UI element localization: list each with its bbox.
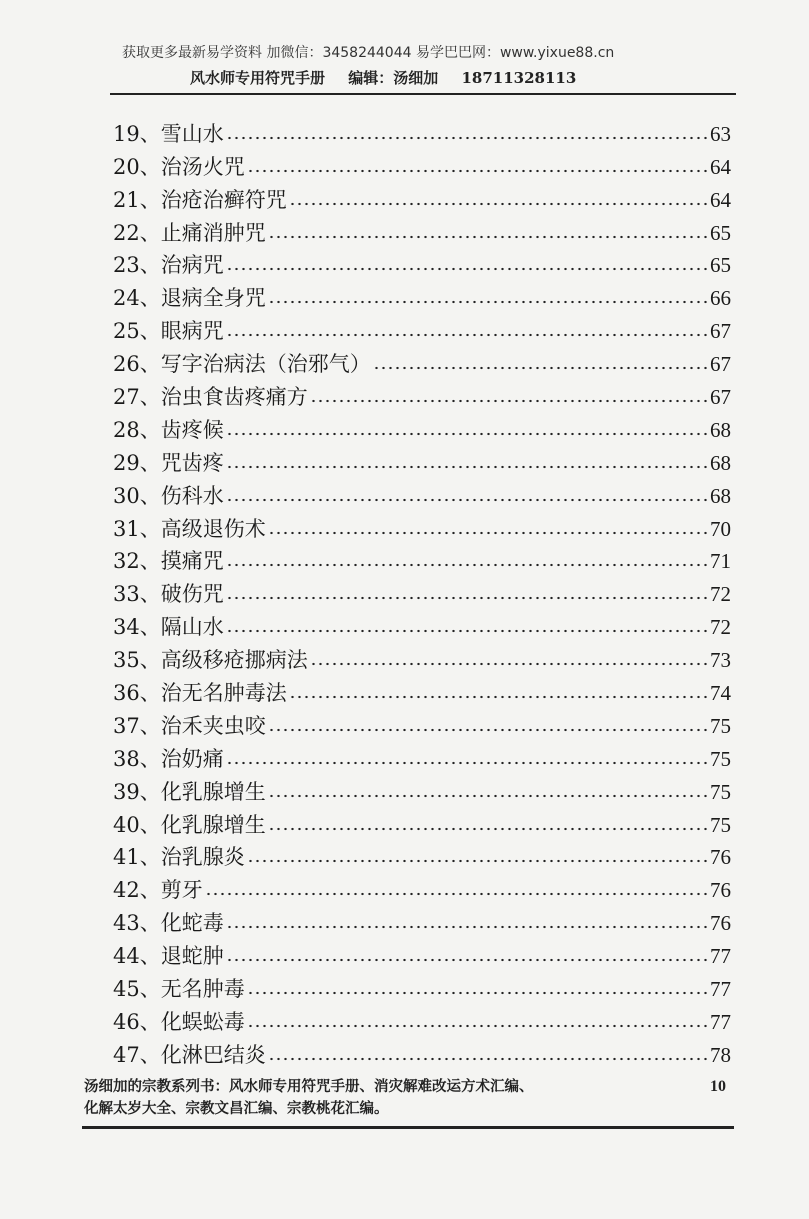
footer-rule <box>82 1126 734 1129</box>
toc-entry[interactable] <box>113 248 731 281</box>
entry-title: 化蛇毒 <box>160 911 224 936</box>
entry-number: 36、 <box>113 681 161 706</box>
dot-leader <box>247 1024 708 1028</box>
entry-number: 22、 <box>113 220 161 245</box>
entry-title: 破伤咒 <box>160 582 224 607</box>
dot-leader <box>226 498 708 502</box>
entry-page: 75 <box>710 812 731 837</box>
entry-page: 68 <box>710 450 731 475</box>
watermark-text: 获取更多最新易学资料 加微信：3458244044 易学巴巴网：www.yixue88.cn <box>122 45 615 61</box>
entry-title: 高级移疮挪病法 <box>160 648 308 673</box>
entry-title: 化蜈蚣毒 <box>160 1009 245 1034</box>
entry-number: 42、 <box>113 878 161 903</box>
toc-entry[interactable] <box>113 544 731 577</box>
toc-entry[interactable] <box>113 511 731 544</box>
entry-title: 咒齿疼 <box>160 450 224 475</box>
dot-leader <box>247 991 708 995</box>
entry-page: 65 <box>710 253 731 278</box>
dot-leader <box>226 925 708 929</box>
phone: 18711328113 <box>461 69 577 87</box>
entry-title: 写字治病法（治邪气） <box>160 352 371 377</box>
page-number: 10 <box>710 1078 726 1095</box>
toc-entry[interactable] <box>113 116 731 149</box>
entry-page: 67 <box>710 319 731 344</box>
entry-number: 37、 <box>113 713 161 738</box>
entry-page: 75 <box>710 746 731 771</box>
dot-leader <box>268 531 708 535</box>
toc-entry[interactable] <box>113 905 731 938</box>
entry-page: 70 <box>710 516 731 541</box>
dot-leader <box>226 761 708 765</box>
entry-page: 76 <box>710 845 731 870</box>
entry-title: 治禾夹虫咬 <box>160 713 266 738</box>
entry-number: 28、 <box>113 417 161 442</box>
dot-leader <box>226 267 708 271</box>
entry-page: 71 <box>710 549 731 574</box>
entry-page: 68 <box>710 417 731 442</box>
entry-number: 29、 <box>113 450 161 475</box>
entry-page: 72 <box>710 582 731 607</box>
entry-page: 66 <box>710 286 731 311</box>
toc-entry[interactable] <box>113 609 731 642</box>
entry-number: 23、 <box>113 253 161 278</box>
toc-entry[interactable] <box>113 1037 731 1070</box>
entry-title: 齿疼候 <box>160 417 224 442</box>
entry-title: 治汤火咒 <box>160 154 245 179</box>
entry-page: 76 <box>710 878 731 903</box>
toc-entry[interactable] <box>113 313 731 346</box>
dot-leader <box>226 136 708 140</box>
toc-entry[interactable] <box>113 576 731 609</box>
entry-page: 67 <box>710 385 731 410</box>
footer-line-2: 化解太岁大全、宗教文昌汇编、宗教桃花汇编。 <box>84 1100 389 1117</box>
entry-page: 68 <box>710 483 731 508</box>
entry-title: 摸痛咒 <box>160 549 224 574</box>
entry-title: 退蛇肿 <box>160 944 224 969</box>
entry-title: 化乳腺增生 <box>160 779 266 804</box>
entry-number: 34、 <box>113 615 161 640</box>
toc-entry[interactable] <box>113 708 731 741</box>
dot-leader <box>268 235 708 239</box>
entry-title: 高级退伤术 <box>160 516 266 541</box>
dot-leader <box>268 1057 708 1061</box>
entry-page: 75 <box>710 713 731 738</box>
entry-number: 46、 <box>113 1009 161 1034</box>
entry-page: 65 <box>710 220 731 245</box>
toc-entry[interactable] <box>113 938 731 971</box>
entry-number: 45、 <box>113 977 161 1002</box>
dot-leader <box>289 202 708 206</box>
toc-entry[interactable] <box>113 346 731 379</box>
entry-number: 35、 <box>113 648 161 673</box>
toc-entry[interactable] <box>113 774 731 807</box>
entry-title: 雪山水 <box>160 121 224 146</box>
entry-title: 治疮治癣符咒 <box>160 187 287 212</box>
toc-entry[interactable] <box>113 182 731 215</box>
entry-number: 40、 <box>113 812 161 837</box>
entry-title: 化乳腺增生 <box>160 812 266 837</box>
entry-number: 41、 <box>113 845 161 870</box>
entry-page: 64 <box>710 187 731 212</box>
entry-number: 31、 <box>113 516 161 541</box>
entry-number: 47、 <box>113 1042 161 1067</box>
dot-leader <box>310 399 708 403</box>
running-header <box>190 68 594 88</box>
entry-page: 64 <box>710 154 731 179</box>
entry-page: 76 <box>710 911 731 936</box>
entry-page: 75 <box>710 779 731 804</box>
dot-leader <box>226 432 708 436</box>
toc-entry[interactable] <box>113 379 731 412</box>
footer-line-1: 汤细加的宗教系列书：风水师专用符咒手册、消灾解难改运方术汇编、 <box>84 1078 534 1095</box>
dot-leader <box>226 596 708 600</box>
toc-entry[interactable] <box>113 807 731 840</box>
dot-leader <box>289 695 708 699</box>
dot-leader <box>226 958 708 962</box>
entry-title: 隔山水 <box>160 615 224 640</box>
entry-title: 无名肿毒 <box>160 977 245 1002</box>
dot-leader <box>226 629 708 633</box>
entry-title: 止痛消肿咒 <box>160 220 266 245</box>
toc-entry[interactable] <box>113 971 731 1004</box>
entry-title: 治虫食齿疼痛方 <box>160 385 308 410</box>
entry-number: 21、 <box>113 187 161 212</box>
page-footer <box>84 1076 734 1120</box>
dot-leader <box>373 366 708 370</box>
entry-title: 退病全身咒 <box>160 286 266 311</box>
entry-title: 治无名肿毒法 <box>160 681 287 706</box>
header-rule <box>110 93 736 95</box>
toc-entry[interactable] <box>113 872 731 905</box>
entry-page: 77 <box>710 1009 731 1034</box>
entry-page: 77 <box>710 977 731 1002</box>
entry-number: 38、 <box>113 746 161 771</box>
entry-number: 32、 <box>113 549 161 574</box>
entry-number: 44、 <box>113 944 161 969</box>
toc-entry[interactable] <box>113 741 731 774</box>
entry-page: 67 <box>710 352 731 377</box>
entry-page: 78 <box>710 1042 731 1067</box>
toc-entry[interactable] <box>113 840 731 873</box>
entry-number: 19、 <box>113 121 161 146</box>
dot-leader <box>268 728 708 732</box>
toc-entry[interactable] <box>113 280 731 313</box>
entry-page: 77 <box>710 944 731 969</box>
entry-number: 33、 <box>113 582 161 607</box>
dot-leader <box>268 827 708 831</box>
entry-number: 26、 <box>113 352 161 377</box>
toc-entry[interactable] <box>113 215 731 248</box>
toc-entry[interactable] <box>113 412 731 445</box>
editor: 编辑：汤细加 <box>348 69 439 87</box>
entry-number: 20、 <box>113 154 161 179</box>
dot-leader <box>247 859 708 863</box>
entry-page: 72 <box>710 615 731 640</box>
entry-page: 63 <box>710 121 731 146</box>
dot-leader <box>268 300 708 304</box>
toc-entry[interactable] <box>113 478 731 511</box>
entry-page: 73 <box>710 648 731 673</box>
book-title: 风水师专用符咒手册 <box>190 69 326 87</box>
dot-leader <box>205 892 708 896</box>
dot-leader <box>226 563 708 567</box>
entry-number: 43、 <box>113 911 161 936</box>
toc-entry[interactable] <box>113 675 731 708</box>
entry-number: 30、 <box>113 483 161 508</box>
entry-number: 25、 <box>113 319 161 344</box>
dot-leader <box>247 169 708 173</box>
entry-page: 74 <box>710 681 731 706</box>
entry-number: 39、 <box>113 779 161 804</box>
entry-title: 伤科水 <box>160 483 224 508</box>
dot-leader <box>310 662 708 666</box>
entry-title: 治奶痛 <box>160 746 224 771</box>
toc-entry[interactable] <box>113 1004 731 1037</box>
toc-entry[interactable] <box>113 149 731 182</box>
dot-leader <box>268 794 708 798</box>
entry-number: 27、 <box>113 385 161 410</box>
toc-entry[interactable] <box>113 445 731 478</box>
entry-title: 眼病咒 <box>160 319 224 344</box>
dot-leader <box>226 465 708 469</box>
entry-title: 化淋巴结炎 <box>160 1042 266 1067</box>
table-of-contents <box>113 116 731 1070</box>
toc-entry[interactable] <box>113 642 731 675</box>
entry-title: 治病咒 <box>160 253 224 278</box>
entry-title: 剪牙 <box>160 878 203 903</box>
entry-number: 24、 <box>113 286 161 311</box>
dot-leader <box>226 333 708 337</box>
entry-title: 治乳腺炎 <box>160 845 245 870</box>
